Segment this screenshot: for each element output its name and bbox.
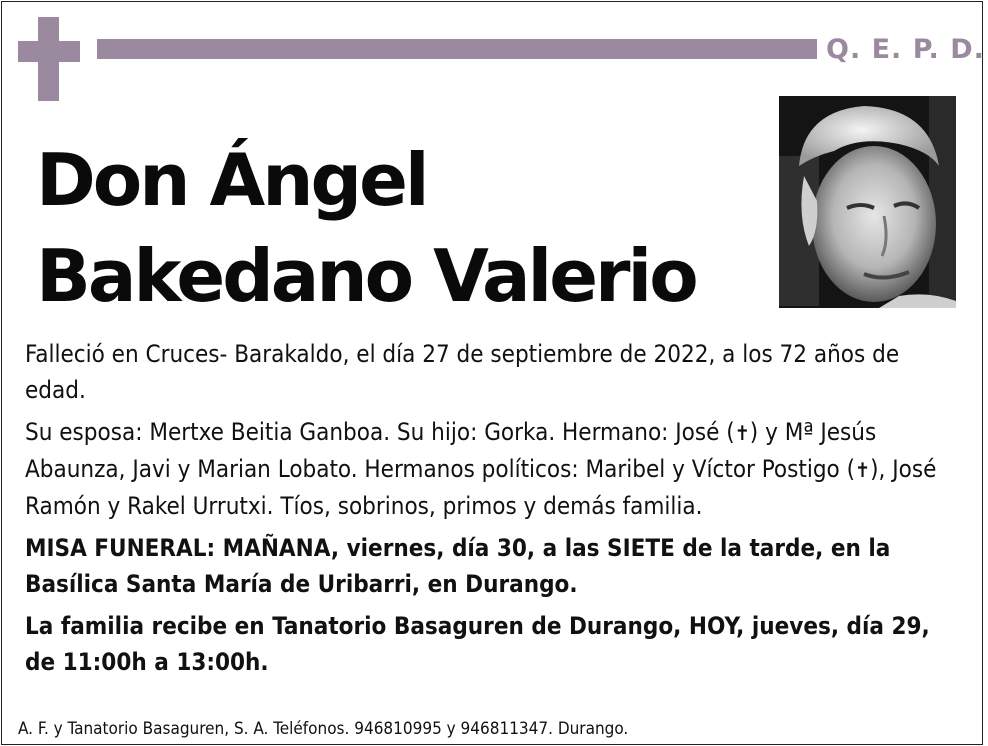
family-part-2: ) y Mª Jesús Abaunza, Javi y Marian Lobato. Hermanos políticos: Maribel y Víctor Postigo (	[25, 418, 877, 483]
header-rule	[97, 39, 817, 59]
reception-notice: La familia recibe en Tanatorio Basaguren de Durango, HOY, jueves, día 29, de 11:00h a 13:00h.	[25, 612, 930, 676]
cross-symbol-icon: ✝	[855, 458, 871, 482]
family-part-1: Su esposa: Mertxe Beitia Ganboa. Su hijo: Gorka. Hermano: José (	[25, 418, 735, 446]
cross-icon	[18, 17, 80, 101]
obituary-body	[25, 336, 965, 686]
funeral-home-footer: A. F. y Tanatorio Basaguren, S. A. Teléfonos. 946810995 y 946811347. Durango.	[18, 719, 629, 739]
qepd-badge: Q. E. P. D.	[826, 34, 985, 65]
cross-symbol-icon: ✝	[734, 421, 750, 445]
name-line-1: Don Ángel	[36, 138, 427, 222]
deceased-name	[36, 132, 756, 324]
portrait-photo	[779, 96, 956, 308]
family-list	[25, 414, 965, 524]
portrait-image	[779, 96, 956, 308]
death-notice: Falleció en Cruces- Barakaldo, el día 27 de septiembre de 2022, a los 72 años de edad.	[25, 340, 900, 404]
funeral-notice: MISA FUNERAL: MAÑANA, viernes, día 30, a las SIETE de la tarde, en la Basílica Santa María de Uribarri, en Durango.	[25, 534, 891, 598]
name-line-2: Bakedano Valerio	[36, 234, 696, 318]
family-part-3: ), José Ramón y Rakel Urrutxi. Tíos, sobrinos, primos y demás familia.	[25, 455, 937, 520]
